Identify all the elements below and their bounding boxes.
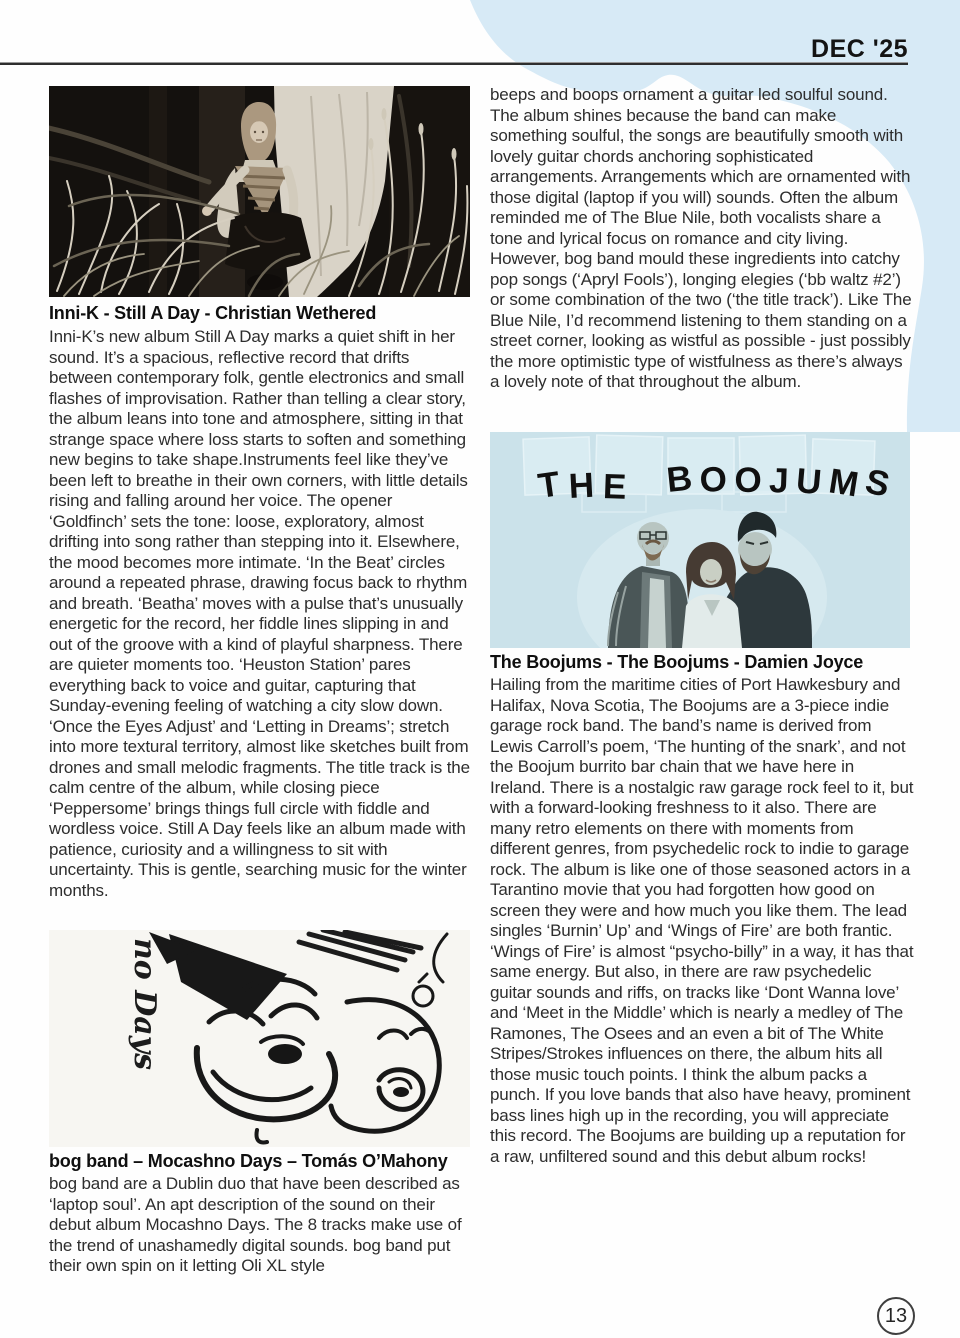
the-boojums-album-cover	[490, 432, 910, 648]
cover-title-boojums: BOOJUMS	[664, 457, 900, 507]
article-body-boojums: Hailing from the maritime cities of Port Hawkesbury and Halifax, Nova Scotia, The Boojums are a 3-piece indie garage rock band. The band’s name is derived from Lewis Carroll’s poem, ‘The hunting of the snark’, and not the Boojum burrito bar chain that we have here in Ireland. There is a nostalgic raw garage rock feel to it, but with a forward-looking freshness to it also. There are many retro elements on there with moments from different genres, from psychedelic rock to indie to garage rock. The album is like one of those seasoned actors in a Tarantino movie that you had forgotten how good on screen they were and how much you like them. The lead singles ‘Burnin’ Up’ and ‘Wings of Fire’ are both frantic. ‘Wings of Fire’ is almost “psycho-billy” in a way, it has that same energy. But also, in there are raw psychedelic guitar sounds and riffs, on tracks like ‘Dont Wanna love’ and ‘Meet in the Middle’ which is nearly a medley of The Ramones, The Osees and an even a bit of The White Stripes/Strokes influences on there, the album hits all those music touch points. I think the album packs a punch. If you love bands that also have heavy, prominent bass lines high up in the recording, you will appreciate this record. The Boojums are building up a reputation for a raw, unfiltered sound and this debut album rocks!	[490, 675, 914, 1166]
article-body-bog-band-right: beeps and boops ornament a guitar led soulful sound. The album shines because the band can make something soulful, the songs are beautifully smooth with lovely guitar chords anchoring sophisticated arrangements. Arrangements which are ornamented with those digital (laptop if you will) sounds. Often the album reminded me of The Blue Nile, both vocalists share a tone and lyrical focus on romance and city living. However, bog band mould these ingredients into catchy pop songs (‘Apryl Fools’), longing elegies (‘bb waltz #2’) or some combination of the two (‘the title track’). Like The Blue Nile, I’d recommend listening to them standing on a street corner, looking as wistful as possible - just possibly the more optimistic type of wistfulness as there’s always a lovely note of that throughout the album.	[490, 85, 912, 391]
boojums-cover-illustration	[490, 432, 910, 648]
page-number-badge	[877, 1297, 915, 1335]
article-body-bog-band-left: bog band are a Dublin duo that have been described as ‘laptop soul’. An apt description of the sound on their debut album Mocashno Days. The 8 tracks make use of the trend of unashamedly digital sounds. bog band put their own spin on it letting Oli XL style	[49, 1174, 462, 1275]
article-title-inni-k: Inni-K - Still A Day - Christian Wethered	[49, 303, 377, 323]
article-body-inni-k: Inni-K’s new album Still A Day marks a quiet shift in her sound. It’s a spacious, reflective record that drifts between contemporary folk, gentle electronics and small flashes of improvisation. Rather than telling a clear story, the album leans into tone and atmosphere, sitting in that strange space where loss starts to soften and something new begins to take shape.Instruments feel like they’ve been left to breathe in their own corners, with little details rising and falling around her voice. The opener ‘Goldfinch’ sets the tone: loose, exploratory, almost drifting into song rather than stepping into it. Elsewhere, the mood becomes more intimate. ‘In the Beat’ circles around a repeated phrase, drawing focus back to rhythm and breath. ‘Beatha’ moves with a pulse that’s unusually energetic for the record, her fiddle lines slipping in and out of the groove with a kind of playful sharpness. There are quieter moments too. ‘Heuston Station’ pares everything back to voice and guitar, capturing that Sunday-evening feeling of watching a city slow down. ‘Once the Eyes Adjust’ and ‘Letting in Dreams’; stretch into more textural territory, almost like sketches built from drones and small melodic fragments. The title track is the calm centre of the album, while closing piece ‘Peppersome’ brings things full circle with fiddle and wordless voice. Still A Day feels like an album made with patience, curiosity and a willingness to sit with uncertainty. This is gentle, searching music for the winter months.	[49, 327, 470, 900]
article-title-bog-band: bog band – Mocashno Days – Tomás O’Mahony	[49, 1151, 448, 1171]
issue-date: DEC '25	[811, 35, 908, 63]
mocashno-side-text: no Days	[127, 938, 162, 1071]
ink-sketch-illustration	[49, 930, 470, 1147]
forest-photo-illustration	[49, 86, 470, 297]
cover-title-the: THE	[535, 463, 636, 508]
mocashno-days-album-art	[49, 930, 470, 1147]
page-number: 13	[884, 1304, 908, 1327]
article-title-boojums: The Boojums - The Boojums - Damien Joyce	[490, 652, 864, 672]
inni-k-album-photo	[49, 86, 470, 297]
